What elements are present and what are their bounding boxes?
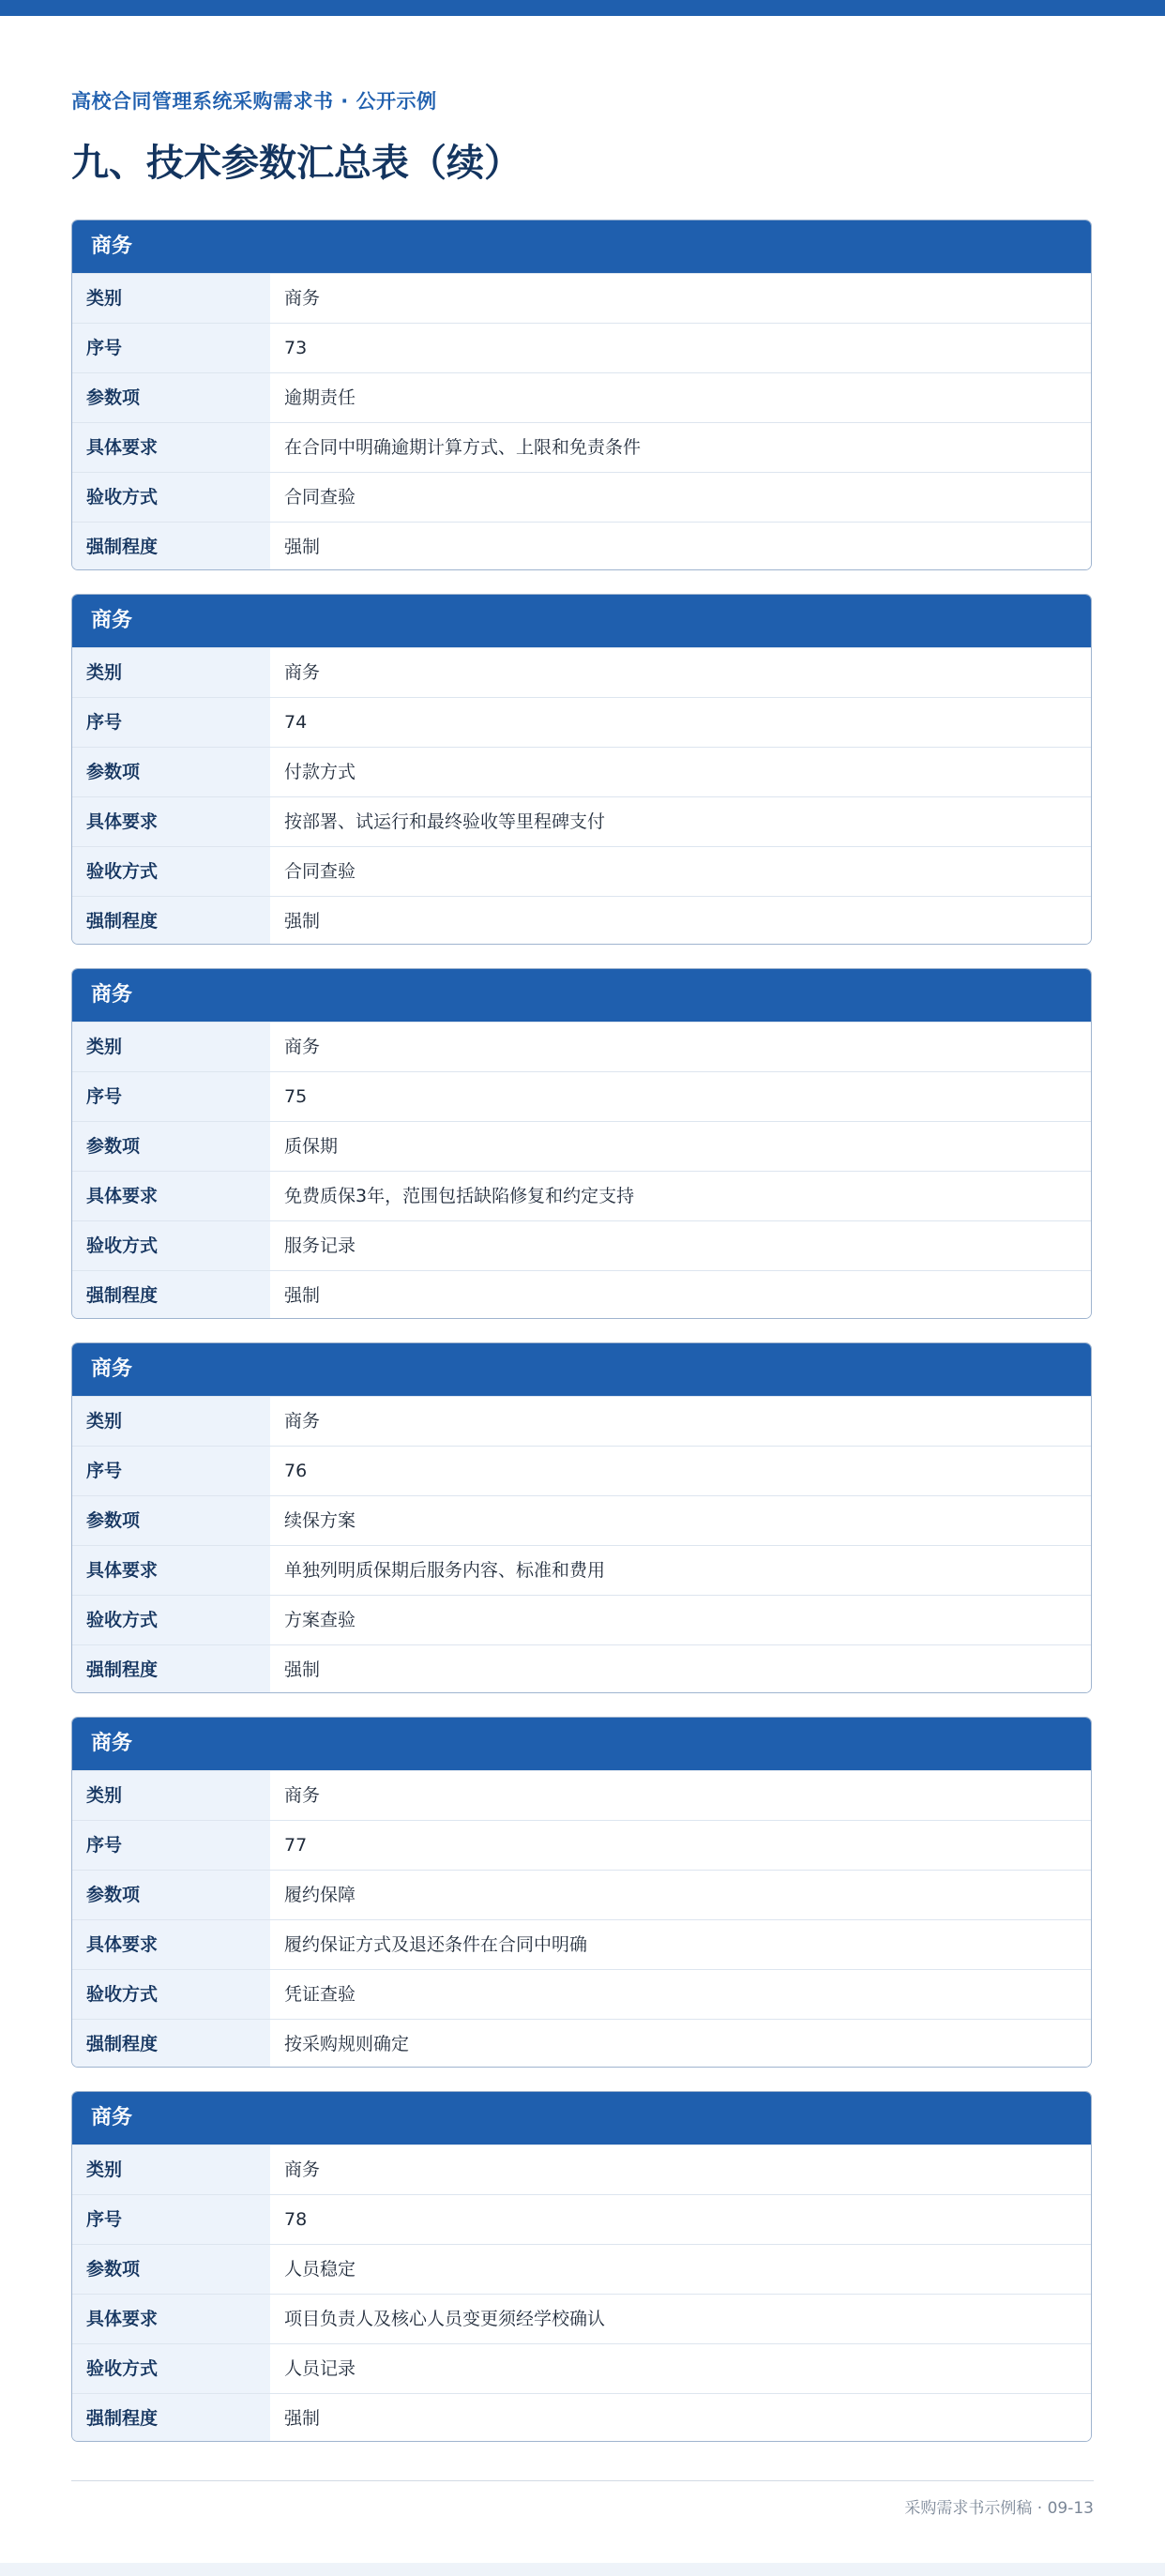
card-row-category [72, 1770, 1091, 1820]
row-value: 逾期责任 [270, 373, 1091, 422]
row-label: 具体要求 [72, 2295, 270, 2343]
row-value: 人员稳定 [270, 2245, 1091, 2294]
card-row-acceptance [72, 1969, 1091, 2019]
row-value: 服务记录 [270, 1221, 1091, 1270]
card-header: 商务 [72, 1718, 1091, 1770]
row-label: 验收方式 [72, 2344, 270, 2393]
card-row-requirement [72, 422, 1091, 472]
card-row-mandatory-level [72, 2019, 1091, 2068]
row-label: 类别 [72, 1023, 270, 1071]
card-row-number [72, 2194, 1091, 2244]
card-row-category [72, 1396, 1091, 1446]
row-label: 参数项 [72, 2245, 270, 2294]
row-value: 付款方式 [270, 748, 1091, 796]
card-row-category [72, 2144, 1091, 2194]
top-accent-bar [0, 0, 1165, 16]
row-value: 履约保证方式及退还条件在合同中明确 [270, 1920, 1091, 1969]
row-value: 76 [270, 1447, 1091, 1495]
row-label: 验收方式 [72, 473, 270, 522]
row-label: 强制程度 [72, 2020, 270, 2068]
row-label: 参数项 [72, 1871, 270, 1919]
card-row-parameter [72, 1121, 1091, 1171]
card-row-acceptance [72, 1595, 1091, 1644]
row-value: 73 [270, 324, 1091, 372]
row-value: 强制 [270, 897, 1091, 945]
row-label: 类别 [72, 274, 270, 323]
row-label: 具体要求 [72, 423, 270, 472]
card-row-acceptance [72, 1220, 1091, 1270]
row-label: 强制程度 [72, 897, 270, 945]
row-label: 序号 [72, 1072, 270, 1121]
card-row-number [72, 697, 1091, 747]
page-title: 九、技术参数汇总表（续） [71, 142, 522, 185]
row-label: 强制程度 [72, 2394, 270, 2442]
row-value: 商务 [270, 2145, 1091, 2194]
card-row-number [72, 1446, 1091, 1495]
row-label: 类别 [72, 2145, 270, 2194]
row-value: 按部署、试运行和最终验收等里程碑支付 [270, 797, 1091, 846]
row-value: 单独列明质保期后服务内容、标准和费用 [270, 1546, 1091, 1595]
parameter-card [71, 220, 1092, 570]
row-value: 75 [270, 1072, 1091, 1121]
row-value: 履约保障 [270, 1871, 1091, 1919]
card-row-mandatory-level [72, 896, 1091, 945]
row-label: 参数项 [72, 373, 270, 422]
card-header: 商务 [72, 1343, 1091, 1396]
row-label: 具体要求 [72, 797, 270, 846]
row-label: 序号 [72, 1821, 270, 1870]
card-row-category [72, 647, 1091, 697]
row-label: 序号 [72, 1447, 270, 1495]
row-value: 商务 [270, 1771, 1091, 1820]
row-label: 参数项 [72, 1496, 270, 1545]
row-value: 合同查验 [270, 473, 1091, 522]
card-header: 商务 [72, 2092, 1091, 2144]
card-header: 商务 [72, 969, 1091, 1022]
row-label: 类别 [72, 648, 270, 697]
row-value: 项目负责人及核心人员变更须经学校确认 [270, 2295, 1091, 2343]
card-row-number [72, 1071, 1091, 1121]
row-label: 验收方式 [72, 1221, 270, 1270]
parameter-cards [71, 220, 1094, 2465]
card-row-mandatory-level [72, 1270, 1091, 1319]
card-row-number [72, 323, 1091, 372]
row-value: 方案查验 [270, 1596, 1091, 1644]
card-row-requirement [72, 1171, 1091, 1220]
card-row-acceptance [72, 472, 1091, 522]
row-label: 类别 [72, 1771, 270, 1820]
row-value: 强制 [270, 1645, 1091, 1693]
card-row-parameter [72, 1495, 1091, 1545]
card-row-mandatory-level [72, 522, 1091, 570]
row-value: 商务 [270, 1023, 1091, 1071]
page-footer: 采购需求书示例稿 · 09-13 [904, 2499, 1094, 2518]
row-value: 按采购规则确定 [270, 2020, 1091, 2068]
row-label: 强制程度 [72, 1645, 270, 1693]
row-label: 序号 [72, 324, 270, 372]
row-value: 商务 [270, 274, 1091, 323]
row-value: 在合同中明确逾期计算方式、上限和免责条件 [270, 423, 1091, 472]
card-row-requirement [72, 796, 1091, 846]
parameter-card [71, 2091, 1092, 2442]
card-row-parameter [72, 2244, 1091, 2294]
parameter-card [71, 968, 1092, 1319]
row-label: 验收方式 [72, 1970, 270, 2019]
row-value: 74 [270, 698, 1091, 747]
card-row-parameter [72, 1870, 1091, 1919]
card-row-category [72, 273, 1091, 323]
bottom-band [0, 2563, 1165, 2576]
row-value: 强制 [270, 523, 1091, 570]
row-value: 78 [270, 2195, 1091, 2244]
row-value: 质保期 [270, 1122, 1091, 1171]
card-header: 商务 [72, 220, 1091, 273]
row-label: 验收方式 [72, 1596, 270, 1644]
card-row-acceptance [72, 2343, 1091, 2393]
card-row-acceptance [72, 846, 1091, 896]
row-label: 强制程度 [72, 1271, 270, 1319]
card-row-requirement [72, 1919, 1091, 1969]
row-value: 续保方案 [270, 1496, 1091, 1545]
row-value: 合同查验 [270, 847, 1091, 896]
row-label: 具体要求 [72, 1546, 270, 1595]
row-label: 参数项 [72, 1122, 270, 1171]
card-row-parameter [72, 747, 1091, 796]
row-value: 商务 [270, 1397, 1091, 1446]
card-row-mandatory-level [72, 1644, 1091, 1693]
row-value: 商务 [270, 648, 1091, 697]
parameter-card [71, 594, 1092, 945]
card-row-parameter [72, 372, 1091, 422]
card-row-requirement [72, 1545, 1091, 1595]
document-kicker: 高校合同管理系统采购需求书 · 公开示例 [71, 90, 437, 113]
row-label: 序号 [72, 698, 270, 747]
row-label: 具体要求 [72, 1920, 270, 1969]
row-label: 验收方式 [72, 847, 270, 896]
row-label: 类别 [72, 1397, 270, 1446]
card-row-requirement [72, 2294, 1091, 2343]
footer-divider [71, 2480, 1094, 2481]
parameter-card [71, 1717, 1092, 2068]
row-value: 人员记录 [270, 2344, 1091, 2393]
card-row-number [72, 1820, 1091, 1870]
row-value: 凭证查验 [270, 1970, 1091, 2019]
row-label: 序号 [72, 2195, 270, 2244]
row-value: 强制 [270, 2394, 1091, 2442]
card-row-mandatory-level [72, 2393, 1091, 2442]
row-value: 免费质保3年，范围包括缺陷修复和约定支持 [270, 1172, 1091, 1220]
row-label: 具体要求 [72, 1172, 270, 1220]
row-label: 强制程度 [72, 523, 270, 570]
row-label: 参数项 [72, 748, 270, 796]
row-value: 77 [270, 1821, 1091, 1870]
parameter-card [71, 1342, 1092, 1693]
card-header: 商务 [72, 595, 1091, 647]
row-value: 强制 [270, 1271, 1091, 1319]
card-row-category [72, 1022, 1091, 1071]
